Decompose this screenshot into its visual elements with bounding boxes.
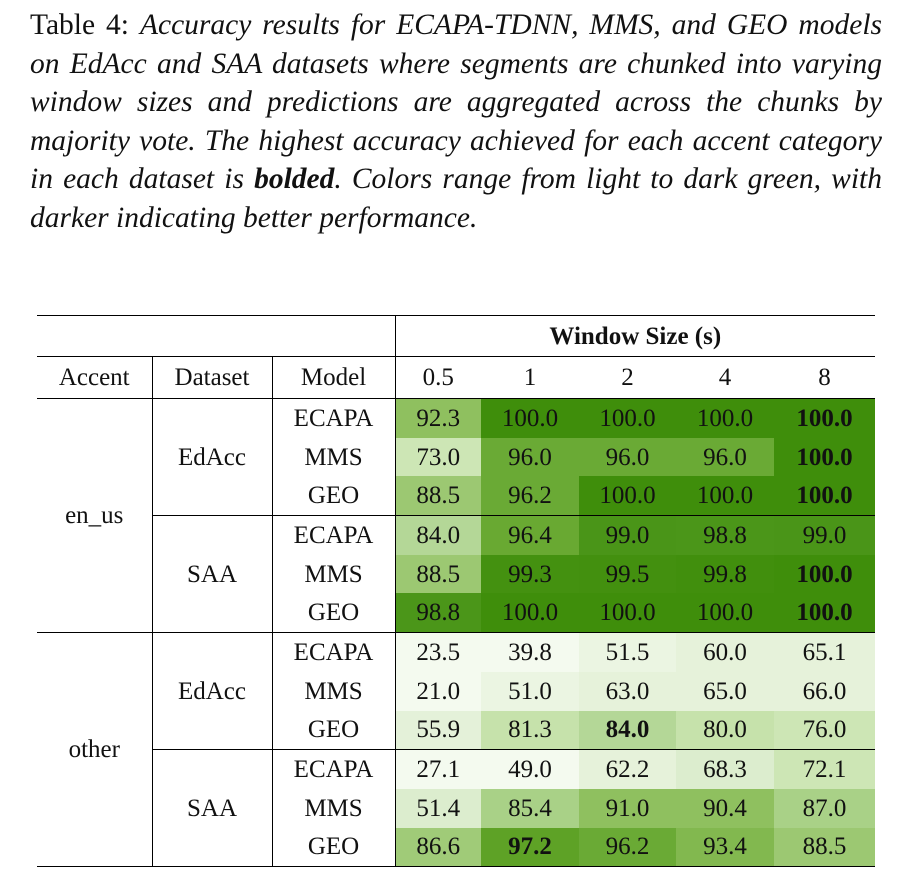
model-cell: ECAPA [272,399,395,438]
accuracy-cell: 84.0 [579,711,676,750]
accuracy-cell: 99.0 [579,516,676,555]
accuracy-cell: 51.4 [395,789,481,828]
model-cell: ECAPA [272,633,395,672]
model-cell: MMS [272,555,395,594]
accuracy-cell: 92.3 [395,399,481,438]
accuracy-cell: 100.0 [774,555,875,594]
accuracy-cell: 96.0 [579,438,676,477]
window-size-header: Window Size (s) [395,316,875,357]
table-row [37,399,875,438]
accuracy-cell: 100.0 [774,438,875,477]
model-cell: MMS [272,789,395,828]
window-header-row [37,316,875,357]
accuracy-cell: 96.0 [676,438,774,477]
table-row [37,750,875,789]
accuracy-cell: 100.0 [774,476,875,515]
accuracy-cell: 49.0 [481,750,579,789]
col-dataset: Dataset [152,357,272,399]
accuracy-cell: 63.0 [579,672,676,711]
accuracy-cell: 87.0 [774,789,875,828]
accuracy-table [37,315,875,867]
caption-bold-word: bolded [254,163,335,196]
column-header-row [37,357,875,399]
caption-label: Table 4: [30,9,129,41]
col-accent: Accent [37,357,152,399]
accuracy-cell: 80.0 [676,711,774,750]
accuracy-cell: 99.0 [774,516,875,555]
accent-cell: other [37,633,152,867]
accuracy-cell: 23.5 [395,633,481,672]
model-cell: MMS [272,672,395,711]
accuracy-cell: 72.1 [774,750,875,789]
accuracy-cell: 100.0 [676,399,774,438]
table-row [37,516,875,555]
accuracy-cell: 65.0 [676,672,774,711]
accuracy-cell: 51.5 [579,633,676,672]
accuracy-cell: 86.6 [395,828,481,867]
dataset-cell: EdAcc [152,633,272,750]
accuracy-cell: 97.2 [481,828,579,867]
model-cell: GEO [272,593,395,632]
model-cell: ECAPA [272,750,395,789]
accuracy-cell: 85.4 [481,789,579,828]
accuracy-cell: 55.9 [395,711,481,750]
table-caption [30,6,882,238]
accuracy-cell: 51.0 [481,672,579,711]
model-cell: GEO [272,711,395,750]
model-cell: GEO [272,476,395,515]
accuracy-cell: 91.0 [579,789,676,828]
accuracy-cell: 88.5 [395,476,481,515]
accuracy-cell: 100.0 [676,476,774,515]
accuracy-cell: 99.3 [481,555,579,594]
table-body [37,399,875,867]
caption-text-end: . Colors range from light to dark green, with darker indicating better performance. [30,163,882,234]
model-cell: GEO [272,828,395,867]
accuracy-cell: 60.0 [676,633,774,672]
accuracy-cell: 84.0 [395,516,481,555]
accuracy-cell: 66.0 [774,672,875,711]
accuracy-cell: 99.8 [676,555,774,594]
dataset-cell: SAA [152,516,272,633]
accuracy-cell: 100.0 [579,476,676,515]
col-window-0-5: 0.5 [395,357,481,399]
accuracy-cell: 90.4 [676,789,774,828]
col-window-1: 1 [481,357,579,399]
accuracy-cell: 39.8 [481,633,579,672]
accuracy-cell: 93.4 [676,828,774,867]
accuracy-cell: 98.8 [395,593,481,632]
accuracy-cell: 100.0 [774,593,875,632]
model-cell: MMS [272,438,395,477]
accuracy-cell: 100.0 [774,399,875,438]
accuracy-cell: 73.0 [395,438,481,477]
accuracy-cell: 100.0 [481,399,579,438]
accuracy-cell: 100.0 [579,399,676,438]
col-window-2: 2 [579,357,676,399]
table-row [37,633,875,672]
model-cell: ECAPA [272,516,395,555]
accuracy-cell: 81.3 [481,711,579,750]
accuracy-cell: 62.2 [579,750,676,789]
accuracy-cell: 100.0 [481,593,579,632]
accuracy-cell: 96.4 [481,516,579,555]
accuracy-cell: 21.0 [395,672,481,711]
accuracy-cell: 100.0 [676,593,774,632]
dataset-cell: EdAcc [152,399,272,516]
accuracy-cell: 76.0 [774,711,875,750]
accuracy-cell: 65.1 [774,633,875,672]
caption-text: Accuracy results for ECAPA-TDNN, MMS, and GEO models on EdAcc and SAA datasets where segments are chunked into varying window sizes and predictions are aggregated across the chunks by majority vote. The highest accuracy achieved for each accent category in each dataset is [30,9,882,196]
accuracy-cell: 96.2 [579,828,676,867]
accuracy-cell: 27.1 [395,750,481,789]
accuracy-cell: 98.8 [676,516,774,555]
accent-cell: en_us [37,399,152,633]
col-window-8: 8 [774,357,875,399]
accuracy-cell: 96.2 [481,476,579,515]
accuracy-cell: 88.5 [774,828,875,867]
accuracy-cell: 99.5 [579,555,676,594]
accuracy-cell: 96.0 [481,438,579,477]
accuracy-cell: 68.3 [676,750,774,789]
accuracy-cell: 100.0 [579,593,676,632]
accuracy-cell: 88.5 [395,555,481,594]
col-window-4: 4 [676,357,774,399]
dataset-cell: SAA [152,750,272,867]
col-model: Model [272,357,395,399]
